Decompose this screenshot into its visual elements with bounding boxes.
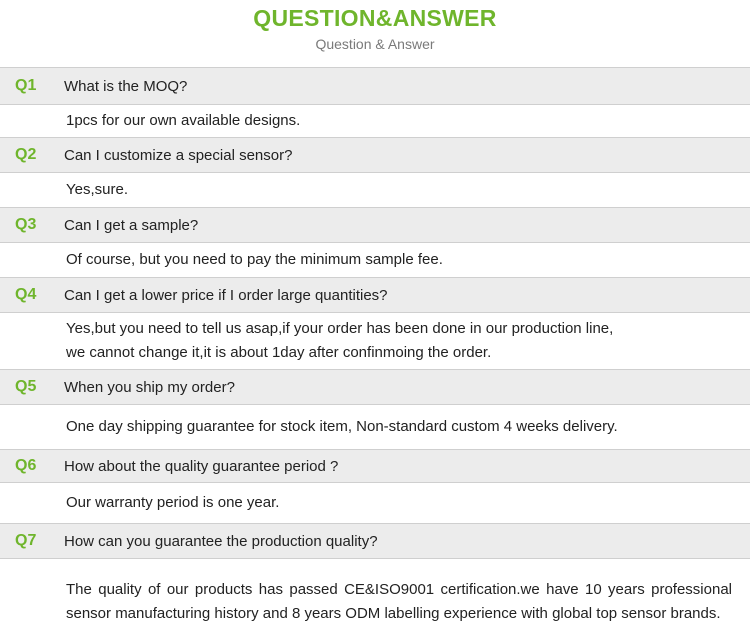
page-subtitle: Question & Answer bbox=[315, 36, 435, 52]
question-row-6 bbox=[0, 449, 750, 483]
answer-line: we cannot change it,it is about 1day after confinmoing the order. bbox=[66, 344, 492, 361]
question-row-4 bbox=[0, 277, 750, 313]
question-row-5 bbox=[0, 369, 750, 405]
answer-text: Yes,sure. bbox=[66, 181, 128, 198]
question-text: How about the quality guarantee period ? bbox=[64, 457, 339, 475]
answer-row-6 bbox=[0, 483, 750, 523]
question-text: Can I get a lower price if I order large quantities? bbox=[64, 286, 388, 304]
question-number: Q6 bbox=[15, 457, 37, 474]
question-text: Can I get a sample? bbox=[64, 216, 199, 234]
question-text: How can you guarantee the production quality? bbox=[64, 532, 378, 550]
question-number: Q1 bbox=[15, 77, 37, 94]
answer-row-2 bbox=[0, 173, 750, 207]
question-number: Q5 bbox=[15, 378, 37, 395]
answer-text: One day shipping guarantee for stock item, Non-standard custom 4 weeks delivery. bbox=[66, 418, 618, 435]
answer-row-1 bbox=[0, 105, 750, 137]
page-header bbox=[0, 0, 750, 67]
answer-text: Our warranty period is one year. bbox=[66, 494, 280, 511]
answer-text bbox=[66, 317, 613, 365]
question-number: Q3 bbox=[15, 216, 37, 233]
answer-text: Of course, but you need to pay the minimum sample fee. bbox=[66, 251, 443, 268]
question-text: Can I customize a special sensor? bbox=[64, 146, 293, 164]
question-row-3 bbox=[0, 207, 750, 243]
question-row-1 bbox=[0, 67, 750, 105]
answer-text: The quality of our products has passed CE&ISO9001 certification.we have 10 years professional sensor manufacturing history and 8 years ODM labelling experience with global top sensor brands. bbox=[66, 581, 732, 622]
question-row-7 bbox=[0, 523, 750, 559]
page-title: QUESTION&ANSWER bbox=[253, 5, 497, 31]
answer-row-5 bbox=[0, 405, 750, 449]
answer-row-4 bbox=[0, 313, 750, 369]
answer-row-3 bbox=[0, 243, 750, 277]
question-number: Q7 bbox=[15, 532, 37, 549]
question-number: Q2 bbox=[15, 146, 37, 163]
answer-row-7 bbox=[0, 559, 750, 643]
question-text: What is the MOQ? bbox=[64, 77, 188, 95]
answer-line: Yes,but you need to tell us asap,if your order has been done in our production line, bbox=[66, 320, 614, 337]
question-row-2 bbox=[0, 137, 750, 173]
question-text: When you ship my order? bbox=[64, 378, 235, 396]
faq-list bbox=[0, 67, 750, 643]
answer-text: 1pcs for our own available designs. bbox=[66, 112, 301, 129]
question-number: Q4 bbox=[15, 286, 37, 303]
